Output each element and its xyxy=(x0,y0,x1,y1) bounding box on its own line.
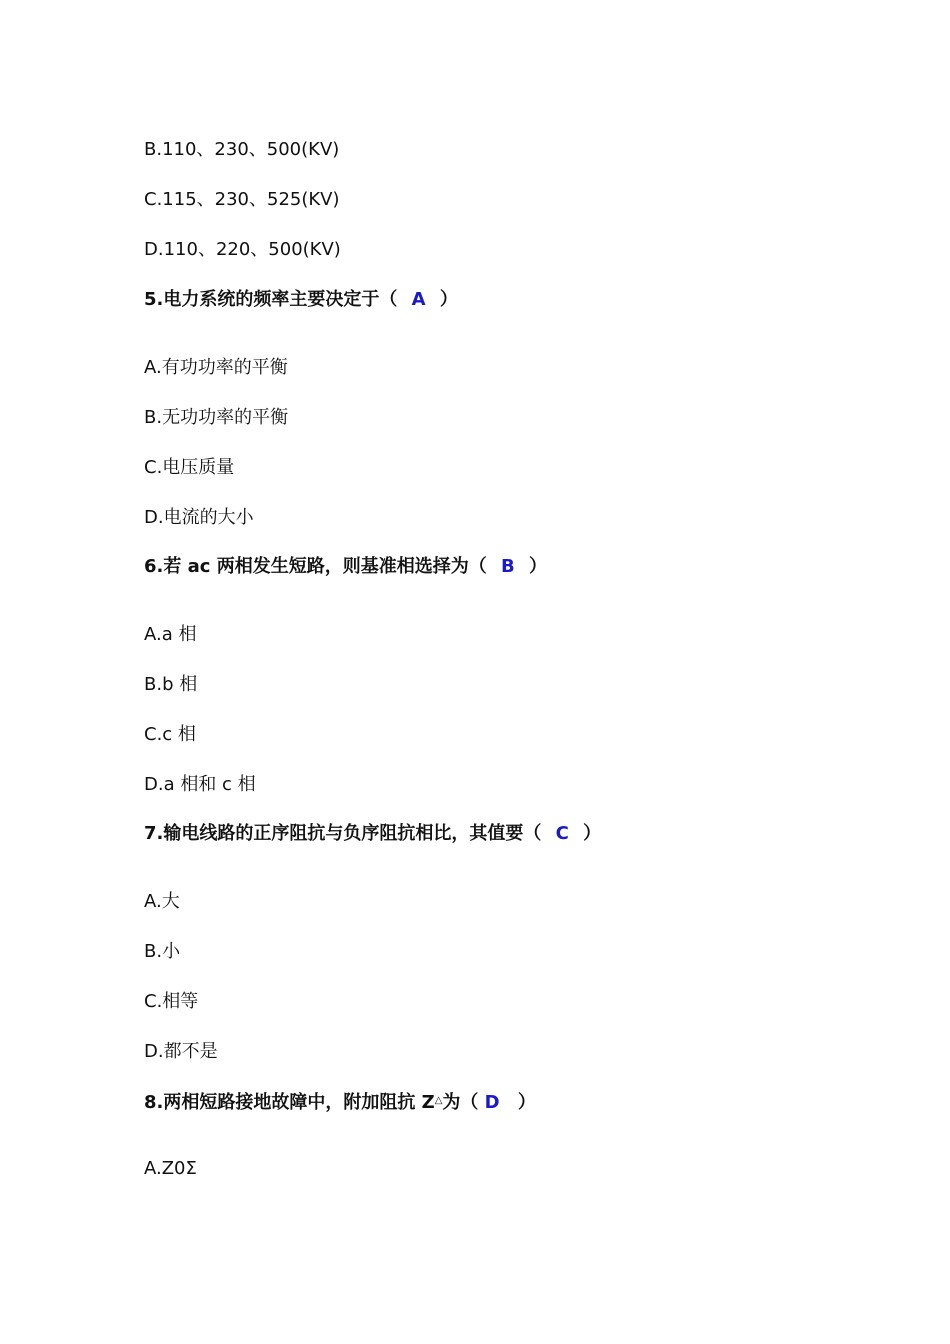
option-c-q5: C.电压质量 xyxy=(144,457,235,478)
option-d-q7: D.都不是 xyxy=(144,1041,218,1062)
question-8-text-mid: 为（ xyxy=(442,1092,479,1113)
option-b-q4: B.110、230、500(KV) xyxy=(144,139,340,160)
option-a-q7: A.大 xyxy=(144,891,180,912)
question-8-answer: D xyxy=(484,1092,500,1113)
option-b-q6: B.b 相 xyxy=(144,674,198,695)
option-c-q4: C.115、230、525(KV) xyxy=(144,189,340,210)
question-6-close: ） xyxy=(529,556,548,577)
question-5-close: ） xyxy=(439,289,458,310)
option-a-q5: A.有功功率的平衡 xyxy=(144,357,288,378)
question-7-close: ） xyxy=(583,823,602,844)
question-5-text: 5.电力系统的频率主要决定于（ xyxy=(144,289,398,310)
question-5 xyxy=(144,288,458,312)
question-6 xyxy=(144,555,547,579)
question-7-text: 7.输电线路的正序阻抗与负序阻抗相比，其值要（ xyxy=(144,823,542,844)
question-6-answer: B xyxy=(501,556,515,577)
option-d-q4: D.110、220、500(KV) xyxy=(144,239,341,260)
question-6-text: 6.若 ac 两相发生短路，则基准相选择为（ xyxy=(144,556,487,577)
delta-subscript: △ xyxy=(434,1095,443,1106)
option-d-q5: D.电流的大小 xyxy=(144,507,254,528)
option-d-q6: D.a 相和 c 相 xyxy=(144,774,256,795)
question-8-text: 8.两相短路接地故障中，附加阻抗 Z xyxy=(144,1092,435,1113)
option-a-q6: A.a 相 xyxy=(144,624,197,645)
question-8-close: ） xyxy=(517,1092,536,1113)
question-7 xyxy=(144,822,601,846)
question-7-answer: C xyxy=(555,823,569,844)
option-c-q6: C.c 相 xyxy=(144,724,196,745)
option-b-q5: B.无功功率的平衡 xyxy=(144,407,289,428)
option-a-q8: A.Z0Σ xyxy=(144,1158,197,1179)
option-c-q7: C.相等 xyxy=(144,991,199,1012)
option-b-q7: B.小 xyxy=(144,941,181,962)
question-5-answer: A xyxy=(411,289,426,310)
question-8 xyxy=(144,1089,536,1115)
